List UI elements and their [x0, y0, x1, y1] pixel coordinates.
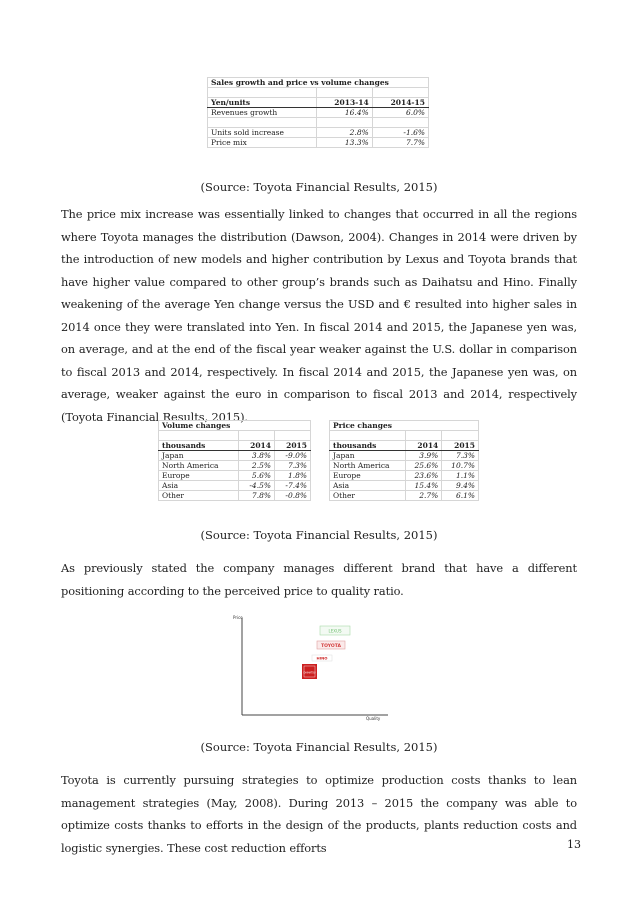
table-row	[208, 138, 429, 148]
column-header: 2015	[274, 441, 310, 451]
page-number: 13	[567, 838, 581, 851]
body-paragraph: As previously stated the company manages different brand that have a different positioning according to the perceived price to quality ratio.	[61, 561, 577, 598]
cell-value: 7.3%	[442, 451, 479, 461]
column-header: 2015	[442, 441, 479, 451]
cell-value: 7.7%	[372, 138, 428, 148]
row-label: Japan	[330, 451, 406, 461]
cell-value: 2.7%	[405, 491, 442, 501]
table-title: Sales growth and price vs volume changes	[208, 78, 429, 88]
cell-value: 6.0%	[372, 108, 428, 118]
row-label: Asia	[159, 481, 239, 491]
cell-value: -7.4%	[274, 481, 310, 491]
row-label: Asia	[330, 481, 406, 491]
row-label: Other	[159, 491, 239, 501]
table-row	[330, 451, 479, 461]
cell-value: 3.8%	[238, 451, 274, 461]
figure-caption: (Source: Toyota Financial Results, 2015)	[200, 180, 438, 194]
body-paragraph: Toyota is currently pursuing strategies to optimize production costs thanks to lean management strategies (May, 2008). During 2013 – 2015 the company was able to optimize costs thanks to efforts in the design of the products, plants reduction costs and logistic synergies. These cost reduction efforts	[61, 773, 577, 855]
sales-growth-table	[207, 77, 429, 148]
x-axis-label: Quality	[366, 716, 381, 721]
brand-positioning-map	[228, 612, 398, 724]
svg-text:DAIHATSU: DAIHATSU	[303, 671, 316, 675]
table-row	[330, 471, 479, 481]
cell-value: -4.5%	[238, 481, 274, 491]
table-row	[159, 481, 311, 491]
cell-value: -1.6%	[372, 128, 428, 138]
cell-value: -9.0%	[274, 451, 310, 461]
table-row	[208, 108, 429, 118]
column-header: 2014	[238, 441, 274, 451]
table-row	[330, 491, 479, 501]
table-title: Price changes	[330, 421, 479, 431]
cell-value: 1.1%	[442, 471, 479, 481]
y-axis-label: Price	[233, 615, 243, 620]
row-label: Other	[330, 491, 406, 501]
cell-value: -0.8%	[274, 491, 310, 501]
volume-changes-table	[158, 420, 311, 501]
table-row	[159, 461, 311, 471]
svg-text:TOYOTA: TOYOTA	[321, 644, 341, 649]
column-header: 2014	[405, 441, 442, 451]
row-label: Europe	[330, 471, 406, 481]
body-paragraph: The price mix increase was essentially linked to changes that occurred in all the regions where Toyota manages the distribution (Dawson, 2004). Changes in 2014 were driven by the introduction of new models and higher contribution by Lexus and Toyota brands that have higher value compared to other group’s brands such as Daihatsu and Hino. Finally weakening of the average Yen change versus the USD and € resulted into higher sales in 2014 once they were translated into Yen. In fiscal 2014 and 2015, the Japanese yen was, on average, and at the end of the fiscal year weaker against the U.S. dollar in comparison to fiscal 2013 and 2014, respectively. In fiscal 2014 and 2015, the Japanese yen was, on average, weaker against the euro in comparison to fiscal 2013 and 2014, respectively (Toyota Financial Results, 2015).	[61, 207, 577, 424]
cell-value: 3.9%	[405, 451, 442, 461]
price-changes-table	[329, 420, 479, 501]
svg-text:LEXUS: LEXUS	[328, 628, 342, 634]
row-label: North America	[159, 461, 239, 471]
table-title: Volume changes	[159, 421, 311, 431]
cell-value: 13.3%	[316, 138, 372, 148]
brand-logo-daihatsu	[302, 664, 317, 679]
cell-value: 9.4%	[442, 481, 479, 491]
column-header: thousands	[330, 441, 406, 451]
row-label: Europe	[159, 471, 239, 481]
cell-value: 5.6%	[238, 471, 274, 481]
cell-value: 10.7%	[442, 461, 479, 471]
column-header: thousands	[159, 441, 239, 451]
row-label: Revenues growth	[208, 108, 317, 118]
table-row	[159, 471, 311, 481]
table-row	[330, 461, 479, 471]
table-row	[159, 451, 311, 461]
row-label: North America	[330, 461, 406, 471]
row-label: Price mix	[208, 138, 317, 148]
row-label: Units sold increase	[208, 128, 317, 138]
cell-value: 2.8%	[316, 128, 372, 138]
cell-value: 15.4%	[405, 481, 442, 491]
brand-logo-toyota	[317, 641, 345, 649]
cell-value: 6.1%	[442, 491, 479, 501]
table-row	[208, 128, 429, 138]
column-header: 2014-15	[372, 98, 428, 108]
brand-logo-hino	[312, 655, 332, 661]
cell-value: 7.8%	[238, 491, 274, 501]
figure-caption: (Source: Toyota Financial Results, 2015)	[200, 528, 438, 542]
cell-value: 25.6%	[405, 461, 442, 471]
column-header: 2013-14	[316, 98, 372, 108]
table-row	[159, 491, 311, 501]
cell-value: 23.6%	[405, 471, 442, 481]
figure-caption: (Source: Toyota Financial Results, 2015)	[200, 740, 438, 754]
brand-logo-lexus	[320, 626, 350, 635]
row-label: Japan	[159, 451, 239, 461]
svg-text:HINO: HINO	[316, 655, 328, 661]
cell-value: 1.8%	[274, 471, 310, 481]
column-header: Yen/units	[208, 98, 317, 108]
table-row	[330, 481, 479, 491]
cell-value: 2.5%	[238, 461, 274, 471]
cell-value: 16.4%	[316, 108, 372, 118]
cell-value: 7.3%	[274, 461, 310, 471]
